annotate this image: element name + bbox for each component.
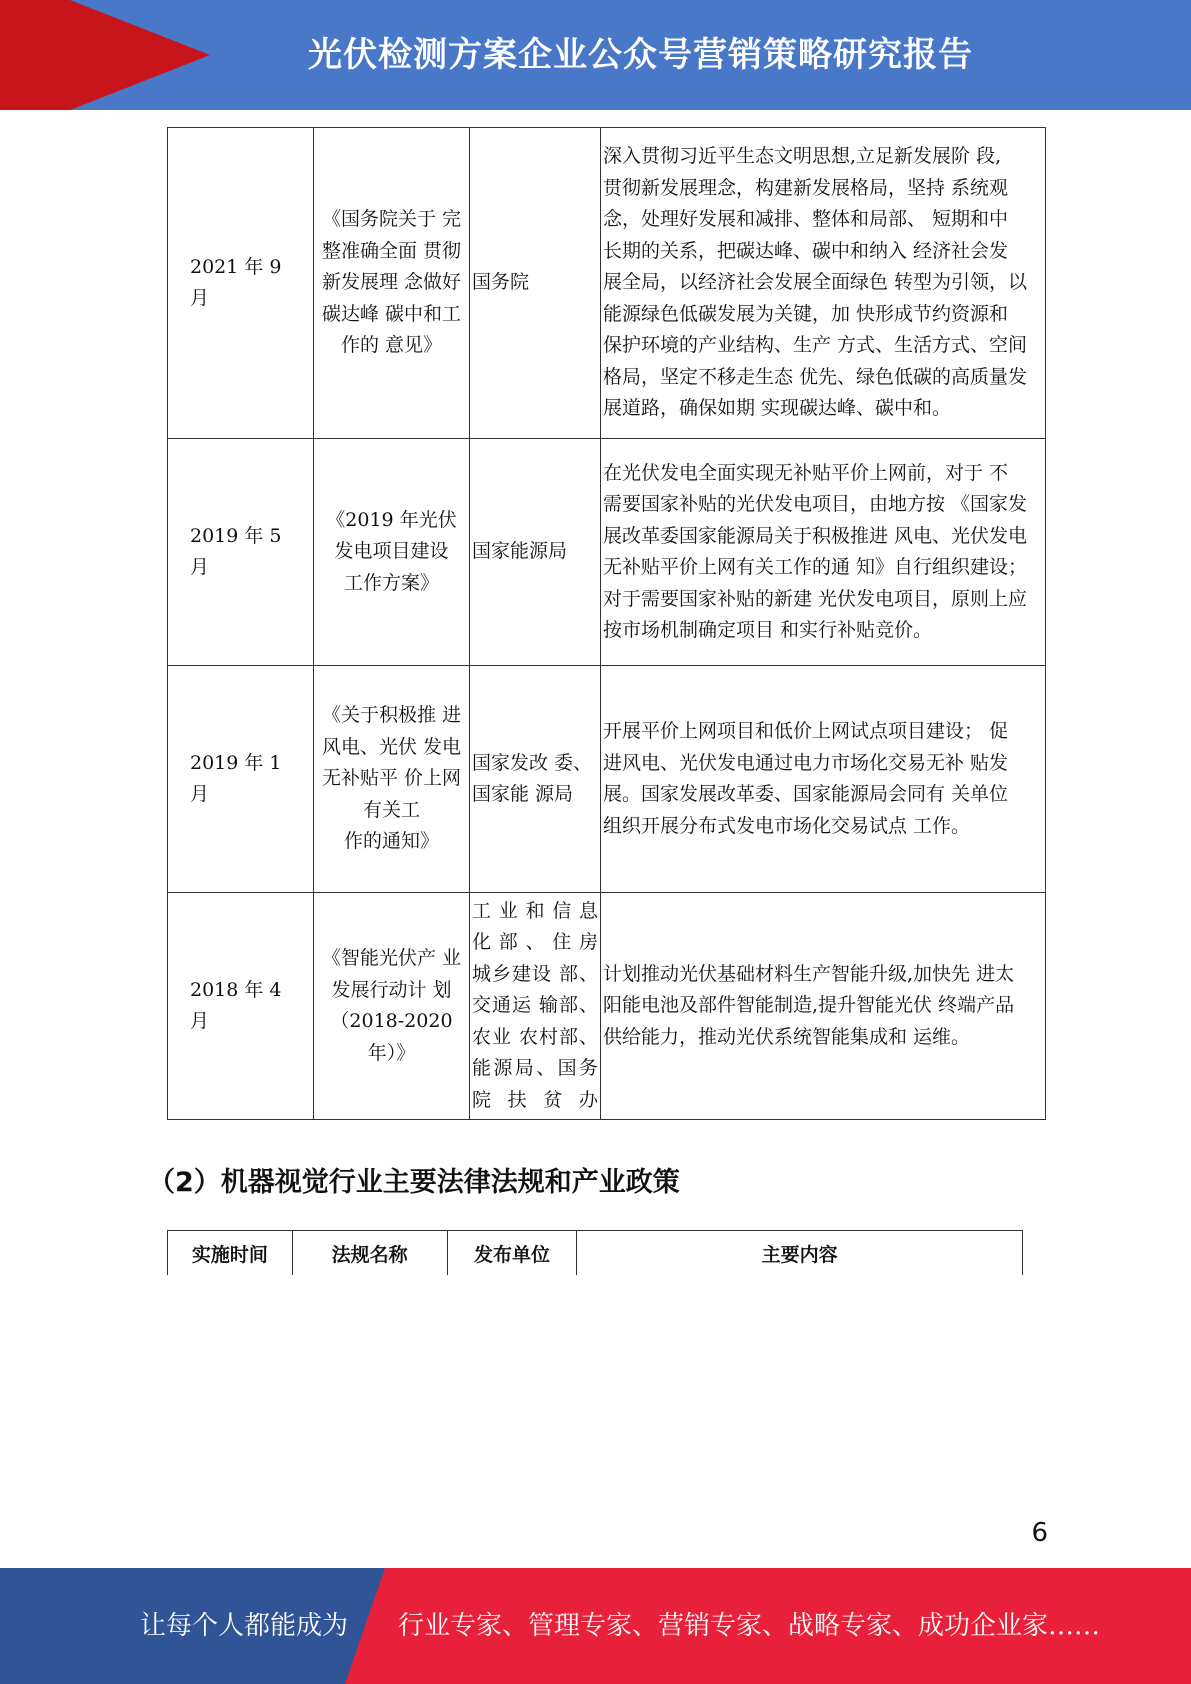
cell-policy-name-line: 发电项目建设 — [334, 540, 449, 563]
cell-date — [168, 666, 314, 893]
cell-main-content — [601, 893, 1046, 1120]
cell-main-content-line: 供给能力，推动光伏系统智能集成和 运维。 — [603, 1025, 971, 1048]
cell-date-line: 月 — [190, 783, 210, 805]
footer-blue-slant — [345, 1568, 385, 1684]
cell-date-line: 2018 年 4 — [190, 978, 282, 1001]
cell-main-content — [601, 439, 1046, 666]
cell-policy-name-line: 无补贴平 价上网 — [321, 767, 462, 790]
header-red-accent — [0, 0, 70, 110]
cell-policy-name-line: 年）》 — [367, 1041, 416, 1064]
cell-policy-name-line: 工作方案》 — [343, 571, 439, 594]
section-heading-machine-vision: （2）机器视觉行业主要法律法规和产业政策 — [148, 1167, 680, 1198]
cell-policy-name-line: 发展行动计 划 — [331, 978, 452, 1001]
cell-policy-name — [314, 128, 470, 439]
cell-main-content-line: 计划推动光伏基础材料生产智能升级,加快先 进太 — [603, 962, 1015, 985]
cell-main-content-line: 展改革委国家能源局关于积极推进 风电、光伏发电 — [603, 524, 1028, 547]
policy-table-machine-vision — [167, 1230, 1023, 1275]
header-cell-content: 主要内容 — [577, 1231, 1023, 1276]
cell-policy-name-line: 新发展理 念做好 — [321, 271, 462, 294]
cell-main-content — [601, 128, 1046, 439]
cell-policy-name-line: 作的通知》 — [343, 830, 439, 853]
cell-date-line: 2019 年 5 — [190, 524, 282, 547]
cell-main-content-line: 深入贯彻习近平生态文明思想,立足新发展阶 段, — [603, 145, 1002, 168]
cell-date-line: 2019 年 1 — [190, 751, 282, 774]
page-number: 6 — [1031, 1518, 1048, 1548]
cell-policy-name-line: 《关于积极推 进 — [321, 704, 462, 727]
table-row — [168, 666, 1046, 893]
cell-main-content — [601, 666, 1046, 893]
cell-date-line: 月 — [190, 556, 210, 578]
cell-date-line: 2021 年 9 — [190, 255, 282, 278]
cell-issuing-org-line: 化部、住房 — [472, 931, 598, 954]
cell-policy-name — [314, 439, 470, 666]
cell-issuing-org-line: 院扶贫办 — [472, 1088, 598, 1111]
cell-main-content-line: 格局，坚定不移走生态 优先、绿色低碳的高质量发 — [603, 365, 1028, 388]
cell-main-content-line: 展全局，以经济社会发展全面绿色 转型为引领，以 — [603, 271, 1028, 294]
cell-main-content-line: 阳能电池及部件智能制造,提升智能光伏 终端产品 — [603, 994, 1015, 1017]
cell-issuing-org-line: 工业和信息 — [472, 899, 598, 922]
header-cell-date: 实施时间 — [168, 1231, 293, 1276]
cell-issuing-org-line: 农业 农村部、 — [472, 1025, 598, 1048]
cell-issuing-org — [470, 128, 601, 439]
report-title: 光伏检测方案企业公众号营销策略研究报告 — [308, 35, 973, 75]
cell-issuing-org-line: 交通运 输部、 — [472, 994, 598, 1017]
table-row — [168, 439, 1046, 666]
cell-policy-name-line: （2018-2020 — [330, 1010, 453, 1032]
cell-main-content-line: 需要国家补贴的光伏发电项目，由地方按 《国家发 — [603, 493, 1028, 515]
cell-main-content-line: 组织开展分布式发电市场化交易试点 工作。 — [603, 814, 971, 837]
cell-main-content-line: 念，处理好发展和减排、整体和局部、 短期和中 — [603, 208, 1009, 231]
footer-slogan-left: 让每个人都能成为 — [140, 1611, 349, 1641]
cell-issuing-org — [470, 666, 601, 893]
cell-main-content-line: 保护环境的产业结构、生产 方式、生活方式、空间 — [603, 334, 1028, 357]
cell-issuing-org-line: 国家发改 委、 — [472, 751, 593, 774]
cell-date-line: 月 — [190, 1010, 210, 1032]
table-row — [168, 893, 1046, 1120]
page-footer — [0, 1568, 1191, 1684]
cell-main-content-line: 展道路，确保如期 实现碳达峰、碳中和。 — [603, 397, 952, 420]
cell-policy-name-line: 《国务院关于 完 — [321, 208, 462, 231]
cell-date-line: 月 — [190, 287, 210, 309]
cell-issuing-org-line: 国务院 — [472, 271, 530, 294]
cell-main-content-line: 展。国家发展改革委、国家能源局会同有 关单位 — [603, 783, 1009, 805]
cell-main-content-line: 进风电、光伏发电通过电力市场化交易无补 贴发 — [603, 751, 1009, 774]
cell-issuing-org-line: 能源局、国务 — [472, 1057, 598, 1080]
cell-policy-name-line: 《智能光伏产 业 — [321, 947, 462, 969]
header-cell-org: 发布单位 — [447, 1231, 577, 1276]
cell-issuing-org — [470, 439, 601, 666]
cell-date — [168, 439, 314, 666]
cell-main-content-line: 无补贴平价上网有关工作的通 知》自行组织建设； — [603, 556, 1028, 578]
cell-date — [168, 893, 314, 1120]
cell-policy-name-line: 整准确全面 贯彻 — [321, 239, 462, 262]
table-row — [168, 128, 1046, 439]
policy-table-photovoltaic — [167, 127, 1046, 1120]
header-cell-name: 法规名称 — [292, 1231, 447, 1276]
cell-main-content-line: 对于需要国家补贴的新建 光伏发电项目，原则上应 — [603, 587, 1028, 610]
cell-policy-name — [314, 893, 470, 1120]
cell-main-content-line: 贯彻新发展理念，构建新发展格局，坚持 系统观 — [603, 176, 1009, 199]
table-header-row — [168, 1231, 1023, 1276]
cell-issuing-org-line: 国家能 源局 — [472, 783, 574, 805]
footer-slogan-right: 行业专家、管理专家、营销专家、战略专家、成功企业家…… — [398, 1611, 1101, 1641]
cell-main-content-line: 长期的关系，把碳达峰、碳中和纳入 经济社会发 — [603, 239, 1009, 262]
cell-issuing-org-line: 国家能源局 — [472, 540, 568, 563]
page-header — [0, 0, 1191, 110]
cell-policy-name-line: 风电、光伏 发电 — [321, 735, 462, 758]
cell-issuing-org-line: 城乡建设 部、 — [472, 962, 598, 985]
cell-date — [168, 128, 314, 439]
cell-policy-name — [314, 666, 470, 893]
cell-main-content-line: 按市场机制确定项目 和实行补贴竞价。 — [603, 619, 933, 641]
cell-policy-name-line: 碳达峰 碳中和工 — [321, 302, 462, 325]
cell-main-content-line: 能源绿色低碳发展为关键，加 快形成节约资源和 — [603, 302, 1009, 325]
cell-policy-name-line: 作的 意见》 — [340, 334, 443, 357]
cell-main-content-line: 开展平价上网项目和低价上网试点项目建设； 促 — [603, 720, 1009, 742]
cell-issuing-org — [470, 893, 601, 1120]
cell-policy-name-line: 《2019 年光伏 — [326, 508, 457, 531]
cell-main-content-line: 在光伏发电全面实现无补贴平价上网前，对于 不 — [603, 461, 1009, 484]
cell-policy-name-line: 有关工 — [362, 798, 420, 821]
